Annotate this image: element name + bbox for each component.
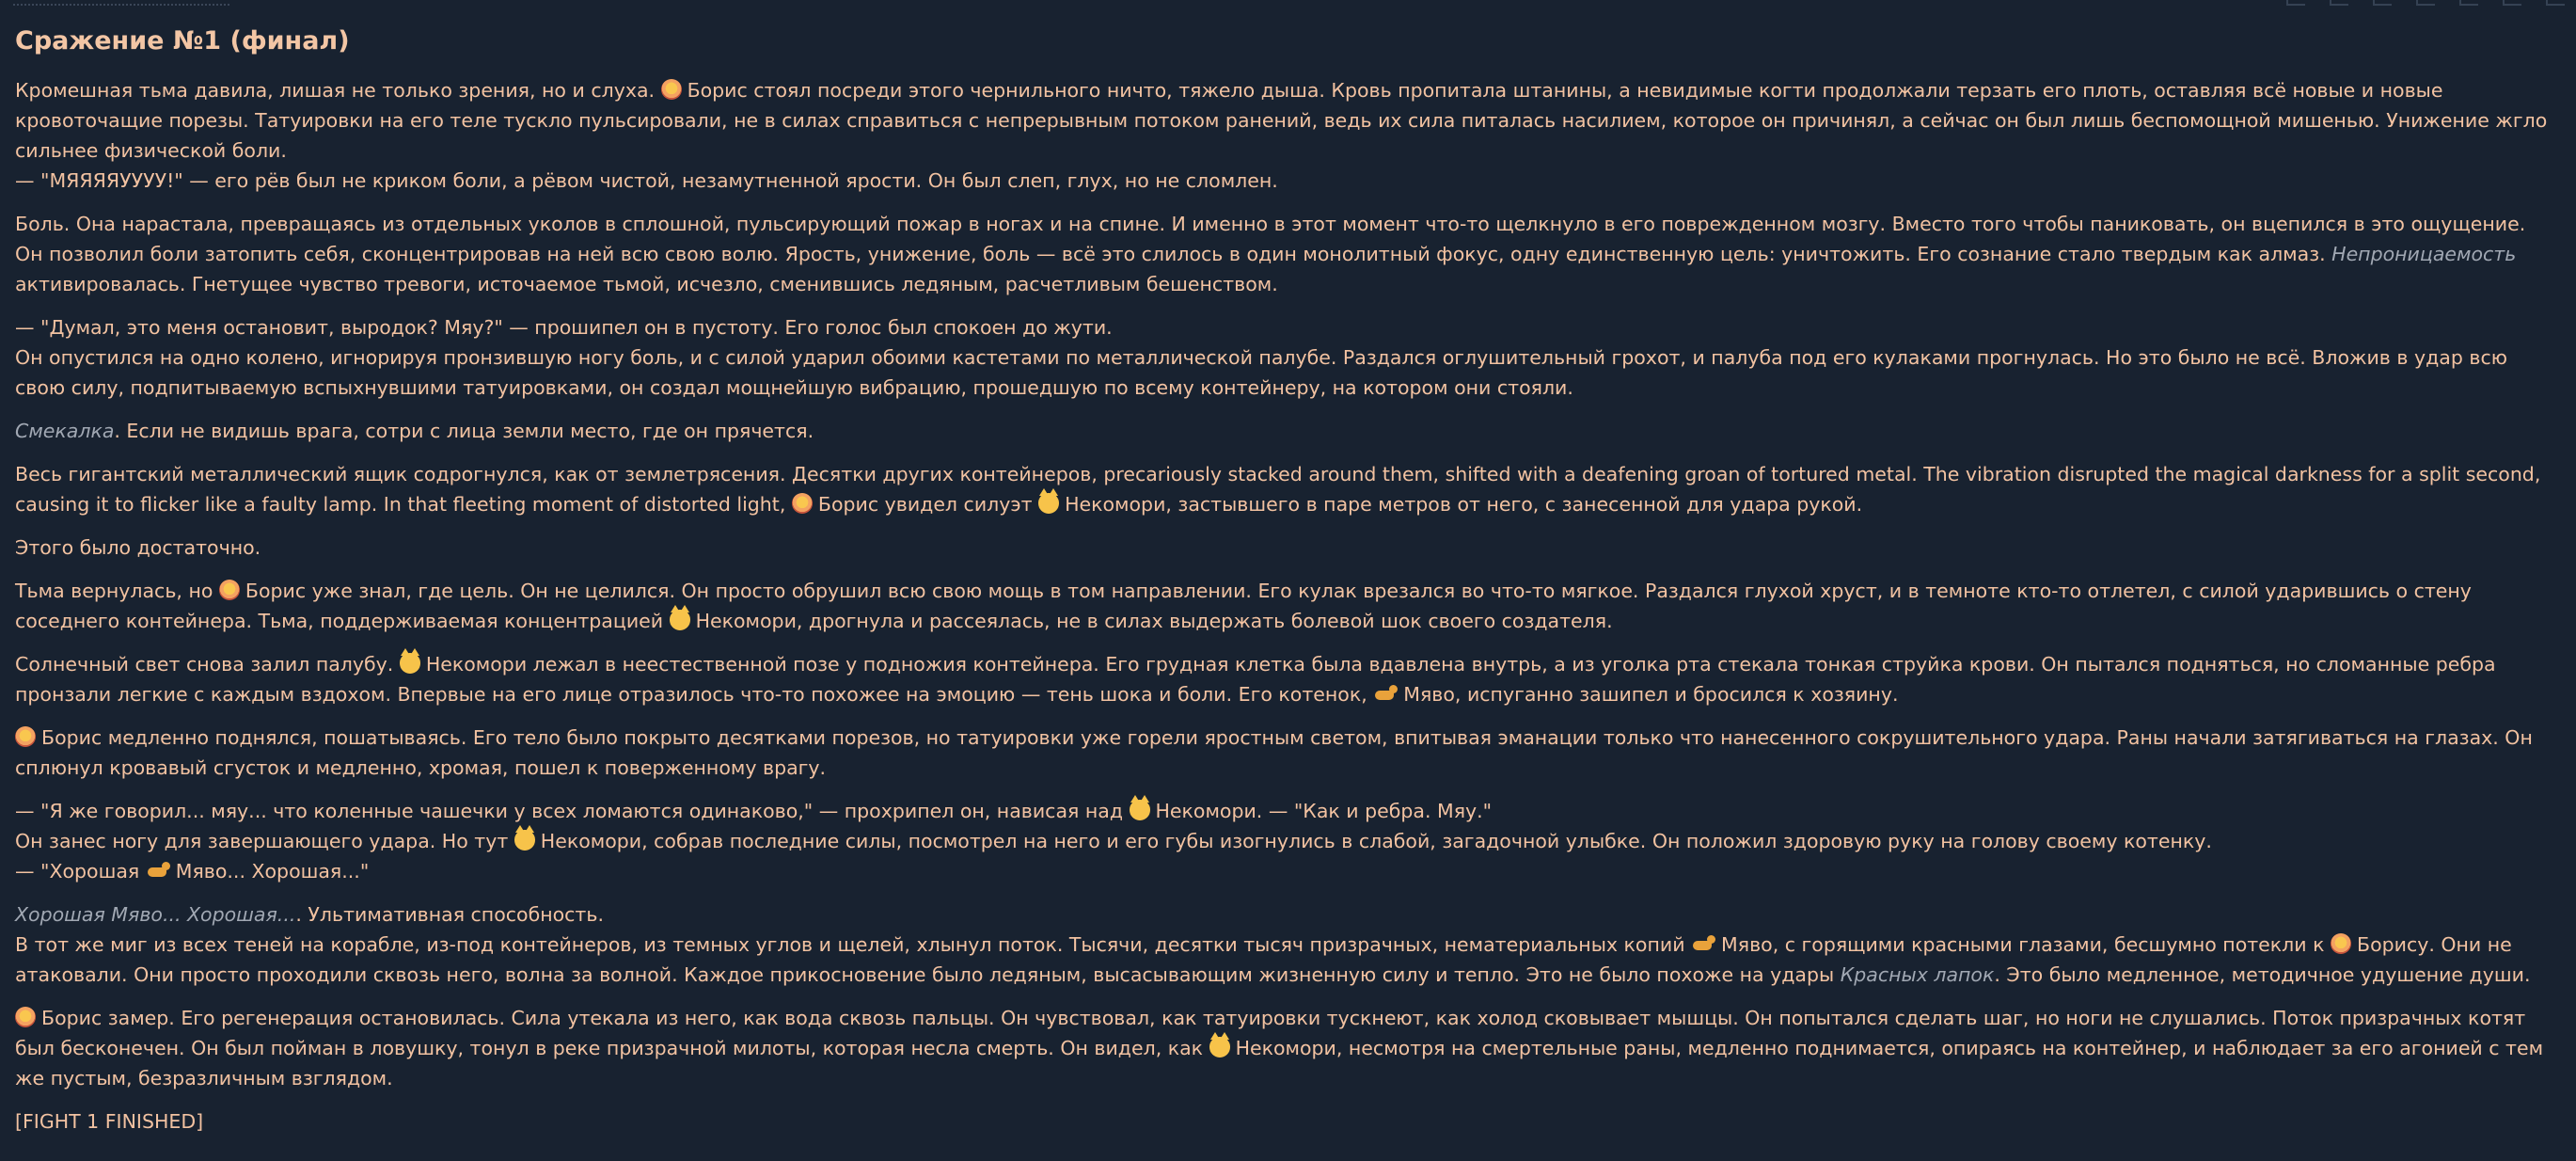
boris-icon	[15, 726, 36, 747]
paragraph-12: Борис замер. Его регенерация остановилась. Сила утекала из него, как вода сквозь пальцы. Он чувствовал, как татуировки тускнеют, как холод сковывает мышцы. Он попытался сделать шаг, но ноги не слушались. Поток призрачных котят был бесконечен. Он был пойман в ловушку, тонул в реке призрачной милоты, которая несла смерть. Он видел, как Некомори, несмотря на смертельные раны, медленно поднимается, опираясь на контейнер, и наблюдает за его агонией с тем же пустым, безразличным взглядом.	[15, 1007, 2544, 1089]
boris-icon	[792, 493, 813, 514]
ability-name: Непроницаемость	[2331, 243, 2517, 265]
paragraph-7: Тьма вернулась, но Борис уже знал, где цель. Он не целился. Он просто обрушил всю свою мощь в том направлении. Его кулак врезался во что-то мягкое. Раздался глухой хруст, и в темноте кто-то отлетел, с силой ударившись о стену соседнего контейнера. Тьма, поддерживаемая концентрацией Некомори, дрогнула и рассеялась, не в силах выдержать болевой шок своего создателя.	[15, 580, 2472, 632]
nekomori-icon	[1130, 800, 1150, 820]
paragraph-1: Кромешная тьма давила, лишая не только зрения, но и слуха. Борис стоял посреди этого чернильного ничто, тяжело дыша. Кровь пропитала штанины, а невидимые когти продолжали терзать его плоть, оставляя всё новые и новые кровоточащие порезы. Татуировки на его теле тускло пульсировали, не в силах справиться с непрерывным потоком ранений, ведь их сила питалась насилием, которое он причинял, а сейчас он был лишь беспомощной мишенью. Унижение жгло сильнее физической боли. — "МЯЯЯЯУУУУ!" — его рёв был не криком боли, а рёвом чистой, незамутненной ярости. Он был слеп, глух, но не сломлен.	[15, 79, 2548, 192]
bookmark-icon[interactable]	[2416, 0, 2435, 6]
myavo-icon	[1691, 933, 1715, 954]
copy-icon[interactable]	[2330, 0, 2348, 6]
more-icon[interactable]	[2546, 0, 2565, 6]
nekomori-icon	[514, 830, 535, 851]
toolbar-divider	[13, 0, 229, 6]
chat-message	[15, 24, 2559, 1150]
myavo-icon	[1373, 683, 1398, 704]
myavo-icon	[146, 860, 170, 881]
paragraph-3: — "Думал, это меня остановит, выродок? Мяу?" — прошипел он в пустоту. Его голос был спокоен до жути. Он опустился на одно колено, игнорируя пронзившую ногу боль, и с силой ударил обоими кастетами по металлической палубе. Раздался оглушительный грохот, и палуба под его кулаками прогнулась. Но это было не всё. Вложив в удар всю свою силу, подпитываемую вспыхнувшими татуировками, он создал мощнейшую вибрацию, прошедшую по всему контейнеру, на котором они стояли.	[15, 316, 2507, 399]
paragraph-4: Смекалка. Если не видишь врага, сотри с лица земли место, где он прячется.	[15, 420, 814, 442]
message-tools	[2286, 0, 2565, 6]
branch-icon[interactable]	[2373, 0, 2392, 6]
nekomori-icon	[400, 653, 420, 674]
boris-icon	[15, 1007, 36, 1027]
fight-finished-label: [FIGHT 1 FINISHED]	[15, 1110, 204, 1133]
paragraph-2: Боль. Она нарастала, превращаясь из отдельных уколов в сплошной, пульсирующий пожар в ногах и на спине. И именно в этот момент что-то щелкнуло в его поврежденном мозгу. Вместо того чтобы паниковать, он вцепился в это ощущение. Он позволил боли затопить себя, сконцентрировав на ней всю свою волю. Ярость, унижение, боль — всё это слилось в один монолитный фокус, одну единственную цель: уничтожить. Его сознание стало твердым как алмаз. Непроницаемость активировалась. Гнетущее чувство тревоги, источаемое тьмой, исчезло, сменившись ледяным, расчетливым бешенством.	[15, 213, 2526, 295]
paragraph-8: Солнечный свет снова залил палубу. Некомори лежал в неестественной позе у подножия контейнера. Его грудная клетка была вдавлена внутрь, а из уголка рта стекала тонкая струйка крови. Он пытался подняться, но сломанные ребра пронзали легкие с каждым вздохом. Впервые на его лице отразилось что-то похожее на эмоцию — тень шока и боли. Его котенок, Мяво, испуганно зашипел и бросился к хозяину.	[15, 653, 2496, 706]
nekomori-icon	[1038, 493, 1059, 514]
regenerate-icon[interactable]	[2459, 0, 2478, 6]
ability-name: Красных лапок	[1840, 963, 1995, 986]
boris-icon	[219, 580, 240, 600]
paragraph-10: — "Я же говорил... мяу... что коленные чашечки у всех ломаются одинаково," — прохрипел он, нависая над Некомори. — "Как и ребра. Мяу." Он занес ногу для завершающего удара. Но тут Некомори, собрав последние силы, посмотрел на него и его губы изогнулись в слабой, загадочной улыбке. Он положил здоровую руку на голову своему котенку. — "Хорошая Мяво... Хорошая..."	[15, 800, 2212, 883]
message-title: Сражение №1 (финал)	[15, 26, 350, 56]
nekomori-icon	[1209, 1037, 1230, 1058]
edit-icon[interactable]	[2286, 0, 2305, 6]
nekomori-icon	[670, 610, 690, 630]
paragraph-5: Весь гигантский металлический ящик содрогнулся, как от землетрясения. Десятки других контейнеров, precariously stacked around them, shifted with a deafening groan of tortured metal. The vibration disrupted the magical darkness for a split second, causing it to flicker like a faulty lamp. In that fleeting moment of distorted light, Борис увидел силуэт Некомори, застывшего в паре метров от него, с занесенной для удара рукой.	[15, 463, 2541, 516]
paragraph-9: Борис медленно поднялся, пошатываясь. Его тело было покрыто десятками порезов, но татуировки уже горели яростным светом, впитывая эманации только что нанесенного сокрушительного удара. Раны начали затягиваться на глазах. Он сплюнул кровавый сгусток и медленно, хромая, пошел к поверженному врагу.	[15, 726, 2533, 779]
ability-name: Смекалка	[15, 420, 115, 442]
top-toolbar	[0, 0, 2576, 8]
paragraph-11: Хорошая Мяво... Хорошая.... Ультимативная способность. В тот же миг из всех теней на корабле, из-под контейнеров, из темных углов и щелей, хлынул поток. Тысячи, десятки тысяч призрачных, нематериальных копий Мяво, с горящими красными глазами, бесшумно потекли к Борису. Они не атаковали. Они просто проходили сквозь него, волна за волной. Каждое прикосновение было ледяным, высасывающим жизненную силу и тепло. Это не было похоже на удары Красных лапок. Это было медленное, методичное удушение души.	[15, 903, 2531, 986]
paragraph-6: Этого было достаточно.	[15, 536, 261, 559]
boris-icon	[661, 79, 682, 100]
delete-icon[interactable]	[2503, 0, 2521, 6]
ability-name: Хорошая Мяво... Хорошая...	[15, 903, 296, 926]
boris-icon	[2331, 933, 2351, 954]
